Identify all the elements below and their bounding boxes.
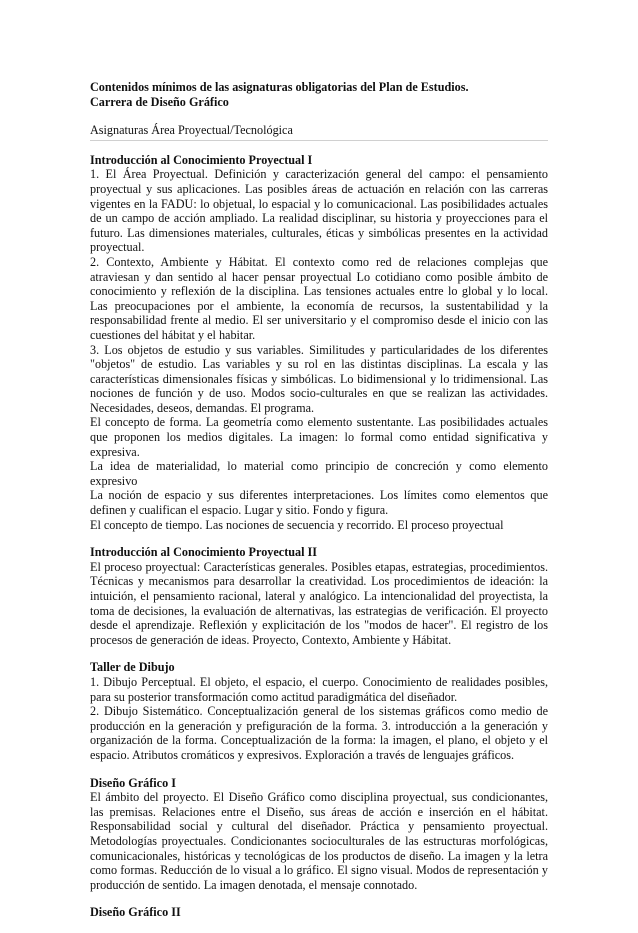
- divider: [90, 140, 548, 141]
- section-paragraph: El ámbito del proyecto. El Diseño Gráfico como disciplina proyectual, sus condicionantes, las premisas. Relaciones entre el Diseño, sus áreas de acción e inserción en el hábitat. Responsabilidad social y cultural del diseñador. Práctica y pensamiento proyectual. Metodologías proyectuales. Condicionantes socioculturales de las estructuras morfológicas, comunicacionales, históricas y tecnológicas de los productos de diseño. La imagen y la letra como formas. Reducción de lo visual a lo gráfico. El signo visual. Modos de representación y producción de sentido. La imagen denotada, el mensaje connotado.: [90, 790, 548, 892]
- course-section: [90, 153, 548, 532]
- course-section: [90, 905, 548, 920]
- course-section: [90, 776, 548, 893]
- section-paragraph: La idea de materialidad, lo material como principio de concreción y como elemento expresivo: [90, 459, 548, 488]
- sections-container: [90, 153, 548, 920]
- section-title: Introducción al Conocimiento Proyectual II: [90, 545, 318, 560]
- section-paragraph: 3. Los objetos de estudio y sus variables. Similitudes y particularidades de los diferentes "objetos" de estudio. Las variables y su rol en las distintas disciplinas. La escala y las características dimensionales físicas y simbólicas. Lo bidimensional y lo tridimensional. Las nociones de función y de uso. Modos socio-culturales en que se realizan las actividades. Necesidades, deseos, demandas. El programa.: [90, 342, 548, 415]
- document-page: [90, 80, 548, 933]
- section-paragraph: El concepto de forma. La geometría como elemento sustentante. Las posibilidades actuales que proponen los medios digitales. La imagen: lo formal como entidad significativa y expresiva.: [90, 415, 548, 459]
- section-paragraph: 2. Dibujo Sistemático. Conceptualización general de los sistemas gráficos como medio de producción en la generación y prefiguración de la forma. 3. introducción a la generación y organización de la forma. Conceptualización de la forma: la imagen, el plano, el objeto y el espacio. Atributos cromáticos y expresivos. Exploración a través de lenguajes gráficos.: [90, 704, 548, 762]
- document-subtitle: Carrera de Diseño Gráfico: [90, 94, 229, 109]
- section-title: Diseño Gráfico I: [90, 775, 176, 790]
- course-section: [90, 660, 548, 762]
- section-title: Introducción al Conocimiento Proyectual I: [90, 152, 313, 167]
- course-section: [90, 545, 548, 647]
- section-paragraph: 1. Dibujo Perceptual. El objeto, el espacio, el cuerpo. Conocimiento de realidades posibles, para su posterior transformación como actitud paradigmática del diseñador.: [90, 674, 548, 704]
- section-paragraph: 2. Contexto, Ambiente y Hábitat. El contexto como red de relaciones complejas que atraviesan y dan sentido al hacer pensar proyectual Lo cotidiano como posible ámbito de conocimiento y reflexión de la disciplina. Las tensiones actuales entre lo global y lo local. Las preocupaciones por el ambiente, la economía de recursos, la sustentabilidad y la responsabilidad frente al medio. El ser universitario y el compromiso desde el inicio con las cuestiones del hábitat y el habitar.: [90, 254, 548, 342]
- document-title: Contenidos mínimos de las asignaturas obligatorias del Plan de Estudios.: [90, 80, 469, 94]
- section-paragraph: El proceso proyectual: Características generales. Posibles etapas, estrategias, procedimientos. Técnicas y mecanismos para desarrollar la creatividad. Los procedimientos de ideación: la intuición, el pensamiento racional, lateral y analógico. La intencionalidad del proyectista, la toma de decisiones, la evaluación de alternativas, las estrategias de verificación. El proyecto desde el aprendizaje. Reflexión y explicitación de los "modos de hacer". El registro de los procesos de generación de ideas. Proyecto, Contexto, Ambiente y Hábitat.: [90, 559, 548, 647]
- section-paragraph: 1. El Área Proyectual. Definición y caracterización general del campo: el pensamiento proyectual y sus aplicaciones. Las posibles áreas de actuación en relación con las carreras vigentes en la FADU: lo objetual, lo espacial y lo comunicacional. Las posibilidades actuales de un campo de acción ampliado. La realidad disciplinar, su historia y proyecciones para el futuro. Las dimensiones materiales, culturales, éticas y simbólicas presentes en la actividad proyectual.: [90, 167, 548, 255]
- area-label: Asignaturas Área Proyectual/Tecnológica: [90, 123, 293, 138]
- section-paragraph: El concepto de tiempo. Las nociones de secuencia y recorrido. El proceso proyectual: [90, 517, 504, 532]
- section-title: Diseño Gráfico II: [90, 905, 181, 920]
- section-title: Taller de Dibujo: [90, 660, 175, 675]
- section-paragraph: La noción de espacio y sus diferentes interpretaciones. Los límites como elementos que definen y cualifican el espacio. Lugar y sitio. Fondo y figura.: [90, 488, 548, 518]
